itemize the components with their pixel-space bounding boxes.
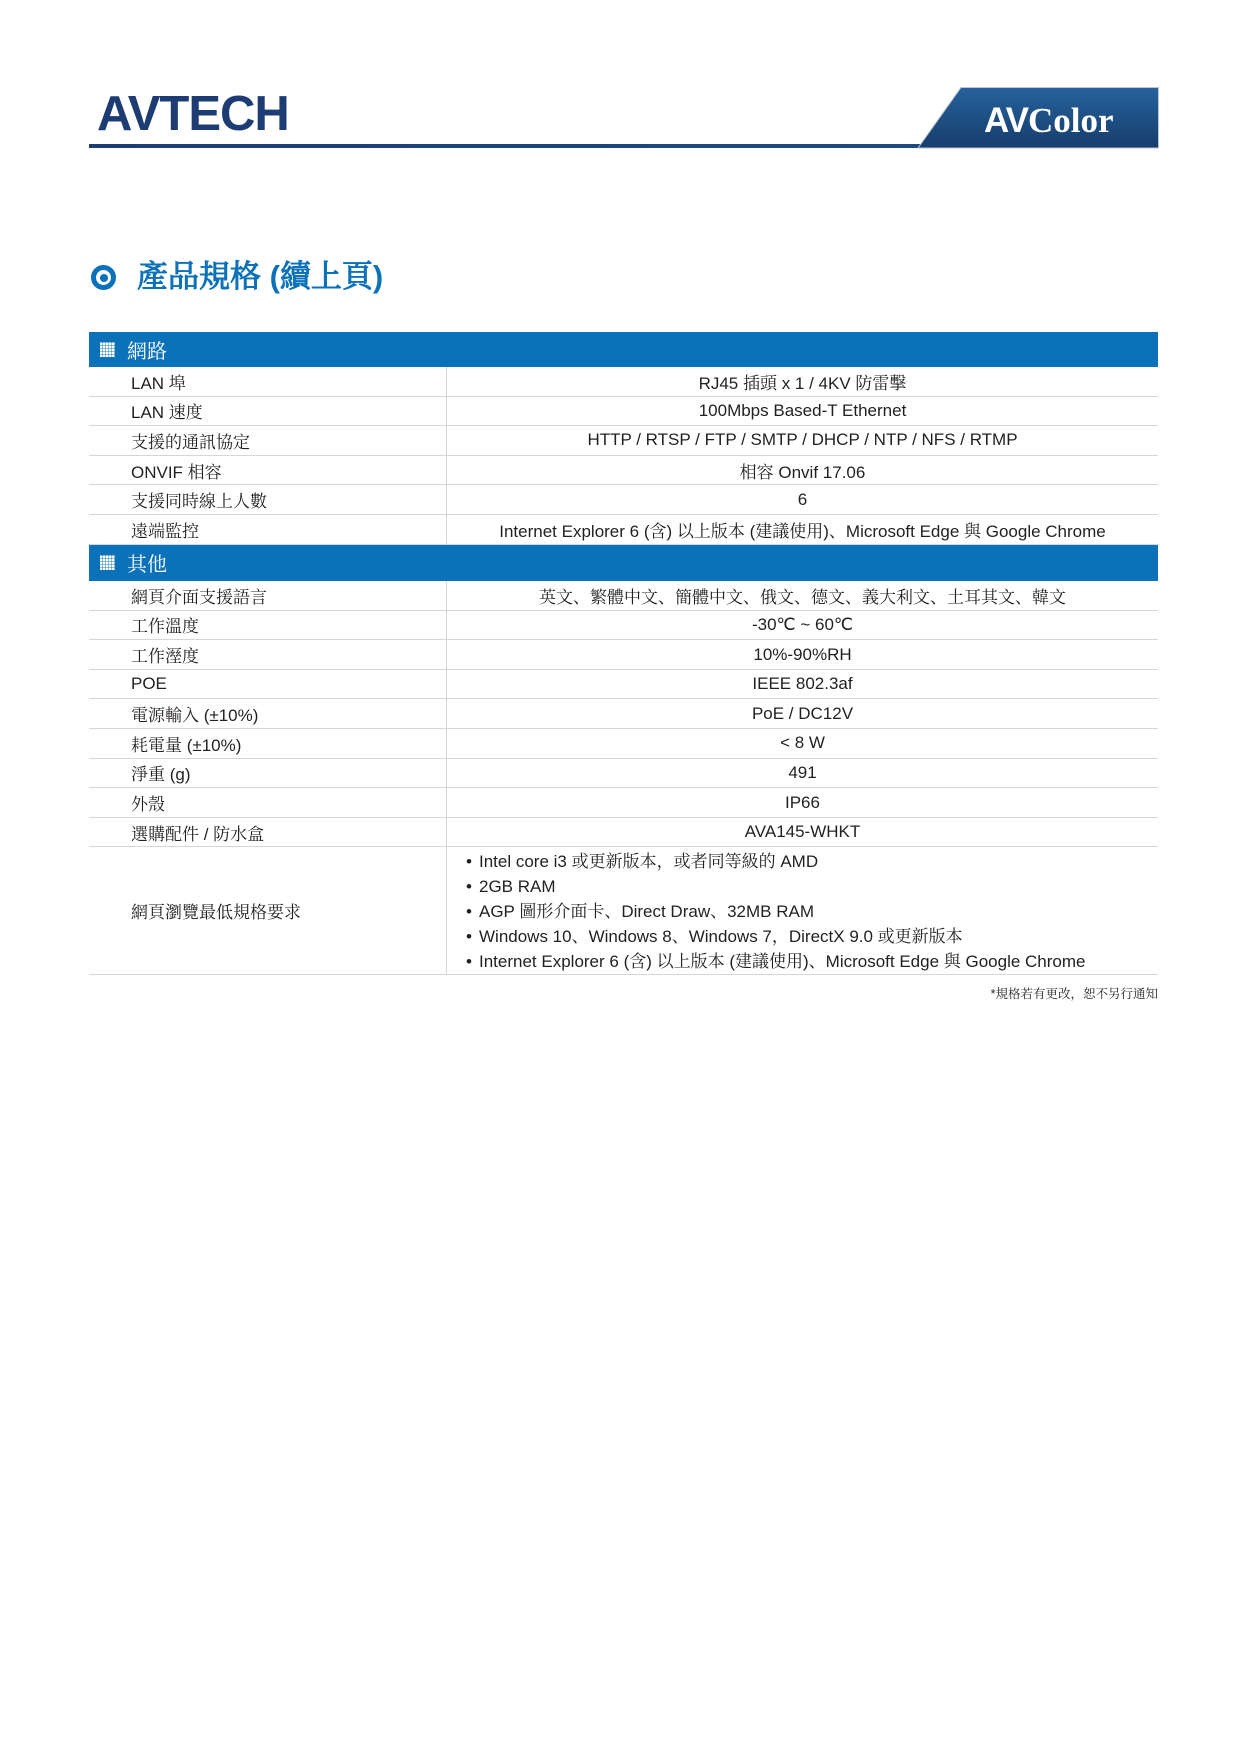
spec-value: 491 (788, 762, 817, 782)
list-item: • AGP 圖形介面卡、Direct Draw、32MB RAM (466, 899, 1158, 924)
spec-row-browser-requirements (89, 847, 1158, 975)
spec-label: POE (89, 670, 447, 699)
spec-row-housing (89, 788, 1158, 818)
spec-row-lan-speed (89, 397, 1158, 427)
spec-label: ONVIF 相容 (89, 456, 447, 485)
section-header-other (89, 545, 1158, 582)
spec-row-remote-monitoring (89, 515, 1158, 545)
spec-label: LAN 速度 (89, 397, 447, 426)
avtech-logo: AVTECH (97, 87, 289, 141)
spec-value: IEEE 802.3af (752, 674, 853, 694)
header-rule (89, 144, 931, 148)
spec-label: 外殼 (89, 788, 447, 817)
spec-value: RJ45 插頭 x 1 / 4KV 防雷擊 (698, 373, 907, 393)
spec-label: 電源輸入 (±10%) (89, 699, 447, 728)
spec-value: HTTP / RTSP / FTP / SMTP / DHCP / NTP / NFS / RTMP (587, 430, 1018, 450)
spec-label: 選購配件 / 防水盒 (89, 818, 447, 847)
grid-square-icon (100, 342, 115, 357)
spec-value: -30℃ ~ 60℃ (751, 614, 854, 634)
grid-square-icon (100, 555, 115, 570)
spec-value: 10%-90%RH (753, 644, 852, 664)
spec-label: 淨重 (g) (89, 759, 447, 788)
spec-label: 支援的通訊協定 (89, 426, 447, 455)
spec-label: 網頁瀏覽最低規格要求 (89, 847, 447, 974)
section-header-title: 網路 (127, 341, 167, 363)
spec-row-lan-port (89, 367, 1158, 397)
spec-value: 英文、繁體中文、簡體中文、俄文、德文、義大利文、土耳其文、韓文 (539, 587, 1066, 607)
avcolor-logo-suffix: Color (1028, 101, 1114, 140)
spec-value: PoE / DC12V (751, 703, 854, 723)
spec-value: IP66 (785, 792, 820, 812)
spec-row-operating-temperature (89, 611, 1158, 641)
spec-label: 耗電量 (±10%) (89, 729, 447, 758)
section-header-network (89, 332, 1158, 367)
spec-row-operating-humidity (89, 640, 1158, 670)
spec-label: 工作溼度 (89, 640, 447, 669)
spec-label: LAN 埠 (89, 367, 447, 396)
spec-row-concurrent-users (89, 485, 1158, 515)
spec-value: 100Mbps Based-T Ethernet (698, 400, 907, 420)
spec-row-power-input (89, 699, 1158, 729)
spec-row-web-languages (89, 581, 1158, 611)
list-item: • Internet Explorer 6 (含) 以上版本 (建議使用)、Microsoft Edge 與 Google Chrome (466, 949, 1158, 974)
spec-row-optional-accessory (89, 818, 1158, 848)
circle-dot-icon (91, 265, 116, 290)
avcolor-logo-prefix: AV (984, 101, 1029, 140)
spec-value: 6 (797, 489, 808, 509)
spec-value: 相容 Onvif 17.06 (739, 462, 866, 482)
spec-value: < 8 W (780, 733, 825, 753)
spec-row-protocols (89, 426, 1158, 456)
list-item: • 2GB RAM (466, 874, 1158, 899)
spec-label: 網頁介面支援語言 (89, 581, 447, 610)
spec-value: AVA145-WHKT (744, 822, 861, 842)
avcolor-logo (984, 101, 1114, 148)
footnote: *規格若有更改，恕不另行通知 (990, 987, 1158, 1001)
page-title: 產品規格 (續上頁) (137, 259, 384, 294)
spec-row-net-weight (89, 759, 1158, 789)
spec-label: 工作溫度 (89, 611, 447, 640)
section-header-title: 其他 (127, 554, 167, 577)
spec-table (89, 332, 1158, 975)
spec-row-onvif (89, 456, 1158, 486)
list-item: • Windows 10、Windows 8、Windows 7，DirectX 9.0 或更新版本 (466, 924, 1158, 949)
spec-row-power-consumption (89, 729, 1158, 759)
requirements-list (447, 847, 1158, 974)
spec-label: 遠端監控 (89, 515, 447, 544)
list-item: • Intel core i3 或更新版本，或者同等級的 AMD (466, 849, 1158, 874)
spec-value: Internet Explorer 6 (含) 以上版本 (建議使用)、Microsoft Edge 與 Google Chrome (499, 521, 1106, 541)
spec-label: 支援同時線上人數 (89, 485, 447, 514)
spec-row-poe (89, 670, 1158, 700)
